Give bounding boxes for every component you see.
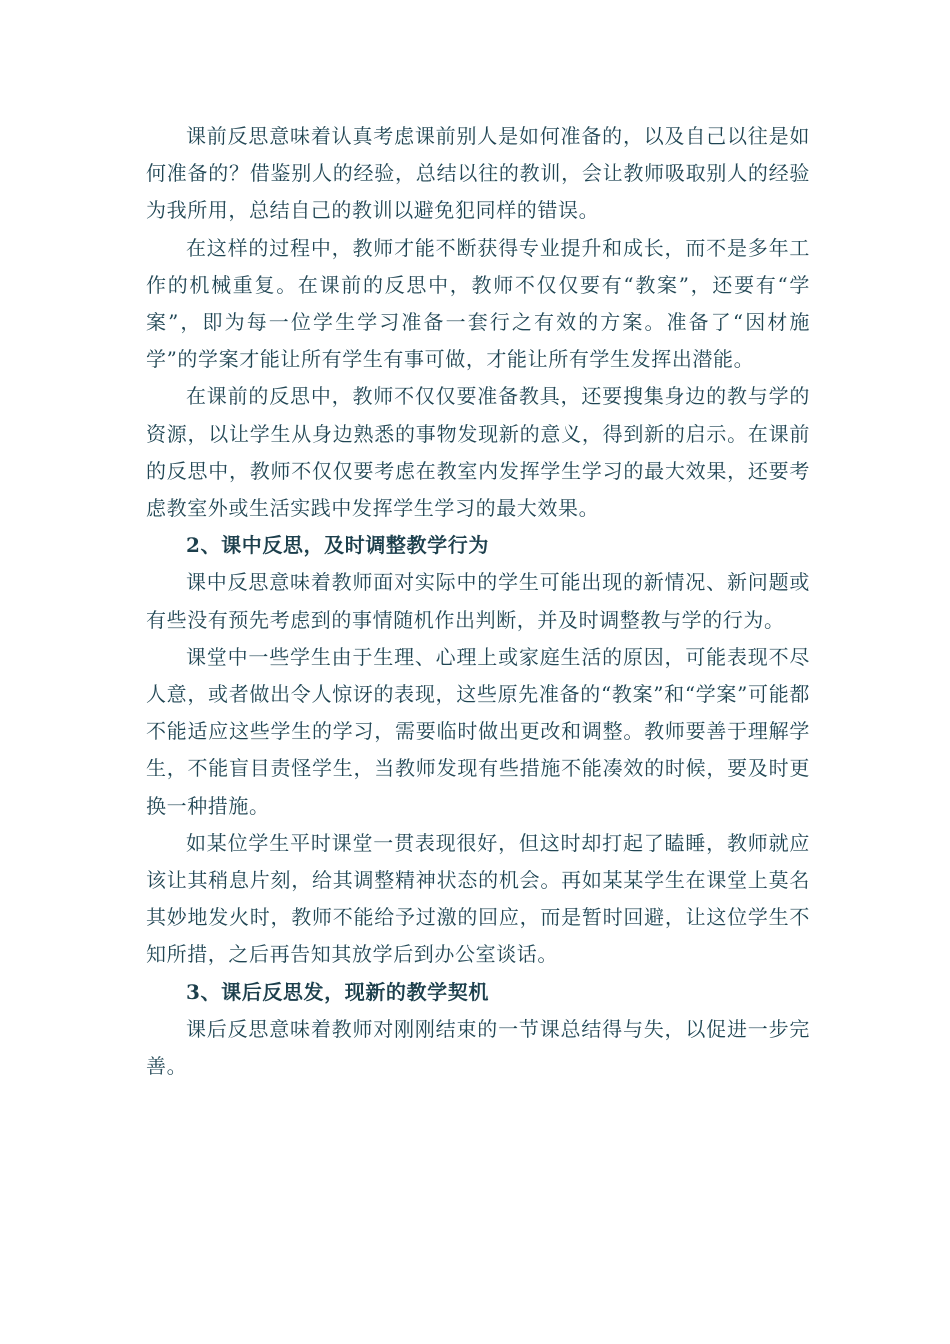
paragraph-teaching-resources: 在课前的反思中，教师不仅仅要准备教具，还要搜集身边的教与学的资源，以让学生从身边熟悉的事物发现新的意义，得到新的启示。在课前的反思中，教师不仅仅要考虑在教室内发挥学生学习的最大效果，还要考虑教室外或生活实践中发挥学生学习的最大效果。: [146, 384, 810, 521]
paragraph-pre-class-reflection: 课前反思意味着认真考虑课前别人是如何准备的，以及自己以往是如何准备的？借鉴别人的经验，总结以往的教训，会让教师吸取别人的经验为我所用，总结自己的教训以避免犯同样的错误。: [146, 124, 810, 223]
section-heading-after-class-reflection: 3、课后反思发，现新的教学契机: [186, 979, 489, 1004]
paragraph-in-class-reflection: 课中反思意味着教师面对实际中的学生可能出现的新情况、新问题或有些没有预先考虑到的事情随机作出判断，并及时调整教与学的行为。: [146, 570, 810, 632]
section-heading-in-class-reflection: 2、课中反思，及时调整教学行为: [186, 533, 489, 558]
paragraph-example-student: 如某位学生平时课堂一贯表现很好，但这时却打起了瞌睡，教师就应该让其稍息片刻，给其调整精神状态的机会。再如某某学生在课堂上莫名其妙地发火时，教师不能给予过激的回应，而是暂时回避，让这位学生不知所措，之后再告知其放学后到办公室谈话。: [146, 830, 810, 967]
paragraph-student-conditions: 课堂中一些学生由于生理、心理上或家庭生活的原因，可能表现不尽人意，或者做出令人惊讶的表现，这些原先准备的“教案”和“学案”可能都不能适应这些学生的学习，需要临时做出更改和调整。教师要善于理解学生，不能盲目责怪学生，当教师发现有些措施不能凑效的时候，要及时更换一种措施。: [146, 644, 810, 818]
paragraph-professional-growth: 在这样的过程中，教师才能不断获得专业提升和成长，而不是多年工作的机械重复。在课前的反思中，教师不仅仅要有“教案”，还要有“学案”，即为每一位学生学习准备一套行之有效的方案。准备了“因材施学”的学案才能让所有学生有事可做，才能让所有学生发挥出潜能。: [146, 235, 810, 372]
document-body: [146, 118, 810, 1085]
paragraph-after-class-reflection: 课后反思意味着教师对刚刚结束的一节课总结得与失，以促进一步完善。: [146, 1016, 810, 1079]
